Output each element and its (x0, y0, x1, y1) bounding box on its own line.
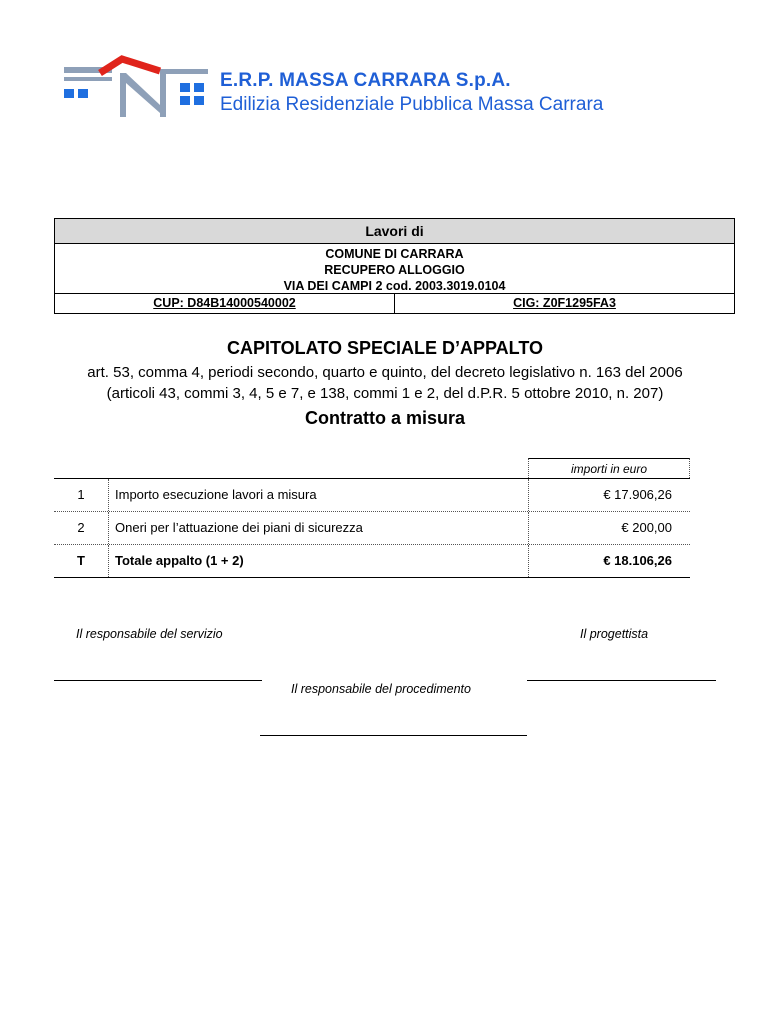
contract-type: Contratto a misura (304, 408, 466, 428)
row-description: Oneri per l’attuazione dei piani di sicurezza (109, 512, 529, 544)
amounts-rows (54, 478, 690, 578)
row-number: T (54, 545, 109, 577)
document-title: CAPITOLATO SPECIALE D’APPALTO (226, 338, 544, 358)
row-number: 2 (54, 512, 109, 544)
row-description: Totale appalto (1 + 2) (109, 545, 529, 577)
signature-line-progettista (527, 680, 716, 681)
works-label: Lavori di (55, 219, 734, 244)
row-number: 1 (54, 479, 109, 511)
signature-line-procedimento (260, 735, 527, 736)
org-subtitle: Edilizia Residenziale Pubblica Massa Carrara (220, 94, 604, 115)
table-row (54, 512, 690, 545)
works-line-3: VIA DEI CAMPI 2 cod. 2003.3019.0104 (283, 279, 506, 293)
signature-label-progettista: Il progettista (580, 627, 649, 641)
table-row (54, 479, 690, 512)
cup-code: CUP: D84B14000540002 (55, 294, 395, 313)
row-description: Importo esecuzione lavori a misura (109, 479, 529, 511)
reference-line-1: art. 53, comma 4, periodi secondo, quarto e quinto, del decreto legislativo n. 163 del 2006 (87, 364, 683, 381)
reference-line-2: (articoli 43, commi 3, 4, 5 e 7, e 138, commi 1 e 2, del d.P.R. 5 ottobre 2010, n. 207) (106, 385, 664, 402)
signature-label-servizio: Il responsabile del servizio (76, 627, 223, 641)
row-value: € 200,00 (621, 520, 672, 535)
codes-row (55, 293, 734, 313)
works-line-1: COMUNE DI CARRARA (325, 247, 464, 261)
cig-code: CIG: Z0F1295FA3 (513, 296, 616, 310)
signature-line-servizio (54, 680, 262, 681)
row-value: € 18.106,26 (603, 553, 672, 568)
org-name: E.R.P. MASSA CARRARA S.p.A. (220, 70, 511, 91)
signature-label-procedimento: Il responsabile del procedimento (291, 682, 471, 696)
erp-logo (60, 55, 210, 121)
works-description (55, 244, 734, 294)
total-row (54, 545, 690, 577)
amounts-header: importi in euro (528, 458, 690, 478)
works-line-2: RECUPERO ALLOGGIO (324, 263, 465, 277)
works-box (54, 218, 735, 314)
row-value: € 17.906,26 (603, 487, 672, 502)
